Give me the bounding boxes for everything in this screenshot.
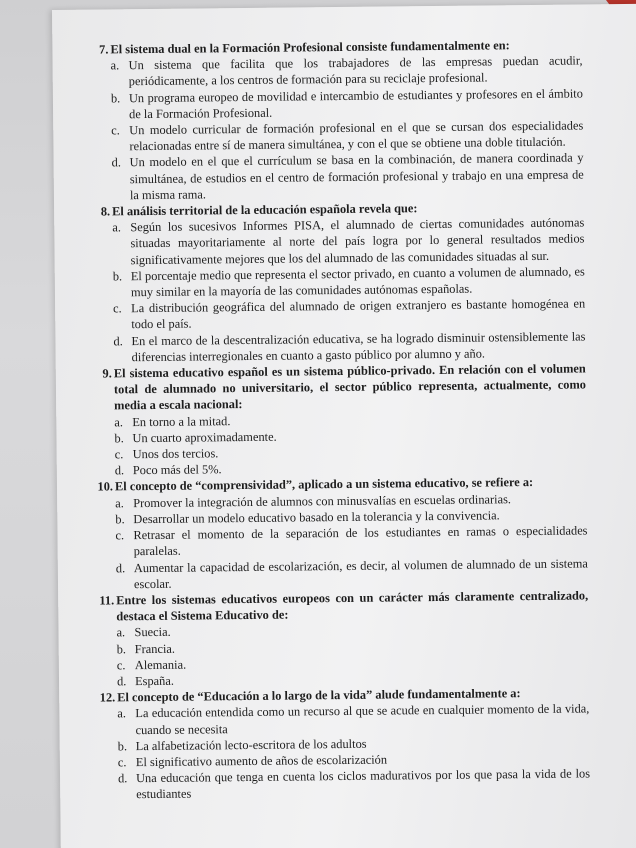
answer-options <box>116 620 589 690</box>
exam-page <box>52 4 636 848</box>
answer-options <box>117 701 590 803</box>
option-letter: a. <box>112 220 121 235</box>
option-text: Desarrollar un modelo educativo basado en la tolerancia y la convivencia. <box>133 508 500 527</box>
option-letter: d. <box>117 771 128 786</box>
option-letter: a. <box>117 706 127 721</box>
option-text: Una educación que tenga en cuenta los ciclos madurativos por los que pasa la vida de los estudiantes <box>135 766 591 802</box>
answer-option <box>113 328 585 365</box>
question-stem: El sistema educativo español es un sistema público-privado. En relación con el volumen total de alumnado no universitario, el sector público representa, actualmente, como media a escala nacional: <box>113 361 587 413</box>
option-letter: b. <box>114 431 124 446</box>
option-letter: d. <box>113 333 123 349</box>
question-stem: El concepto de “comprensividad”, aplicado a un sistema educativo, se refiere a: <box>114 475 534 494</box>
question-stem: El sistema dual en la Formación Profesional consiste fundamentalmente en: <box>110 38 510 57</box>
option-text: Un cuarto aproximadamente. <box>132 429 277 446</box>
option-text: Retrasar el momento de la separación de los estudiantes en ramas o especialidades paralelas. <box>133 523 588 559</box>
answer-option <box>118 766 590 803</box>
option-text: Un modelo en el que el currículum se basa en la combinación, de manera coordinada y simultánea, de estudios en el centro de formación profesional y trabajo en una empresa de la misma rama. <box>129 150 584 203</box>
option-letter: a. <box>110 58 120 73</box>
option-text: Un programa europeo de movilidad e intercambio de estudiantes y profesores en el ámbito de la Formación Profesional. <box>128 86 583 122</box>
question-9 <box>86 360 587 479</box>
question-stem: El análisis territorial de la educación española revela que: <box>112 201 418 219</box>
question-11 <box>88 587 589 689</box>
option-letter: d. <box>114 463 125 478</box>
answer-options <box>115 490 588 592</box>
option-letter: c. <box>114 447 124 462</box>
option-letter: a. <box>116 625 126 640</box>
answer-option <box>115 523 587 560</box>
answer-option <box>113 263 585 300</box>
option-text: El porcentaje medio que representa el sector privado, en cuanto a volumen de alumnado, es muy similar en la mayoría de las comunidades autónomas españolas. <box>130 264 585 300</box>
option-letter: c. <box>113 301 122 316</box>
option-text: Un sistema que facilita que los trabajadores de las empresas puedan acudir, periódicamente, a los centros de formación para su reciclaje profesional. <box>128 53 583 89</box>
option-letter: c. <box>116 657 126 673</box>
option-text: En torno a la mitad. <box>132 413 231 429</box>
question-stem: Entre los sistemas educativos europeos con un carácter más claramente centralizado, destaca el Sistema Educativo de: <box>116 588 589 624</box>
option-letter: b. <box>110 90 121 105</box>
question-number: 9. <box>102 366 112 381</box>
option-text: Según los sucesivos Informes PISA, el alumnado de ciertas comunidades autónomas situadas mayoritariamente al norte del país logra por lo general resultados medios significativamente mejores que los del alumnado de las comunidades situadas al sur. <box>130 215 585 267</box>
option-letter: d. <box>116 674 127 689</box>
option-letter: c. <box>117 755 127 770</box>
option-text: La distribución geográfica del alumnado de origen extranjero es bastante homogénea en todo el país. <box>131 296 586 332</box>
question-number: 10. <box>97 479 114 495</box>
option-text: La educación entendida como un recurso al que se acude en cualquier momento de la vida, cuando se necesita <box>135 701 590 737</box>
option-text: Poco más del 5%. <box>132 462 222 478</box>
option-text: Un modelo curricular de formación profesional en el que se cursan dos especialidades relacionadas entre sí de manera simultánea, y con el que se obtiene una doble titulación. <box>129 118 584 154</box>
answer-option <box>111 117 583 154</box>
option-text: España. <box>134 673 174 689</box>
option-letter: d. <box>111 155 121 170</box>
question-list <box>82 36 590 803</box>
question-stem: El concepto de “Educación a lo largo de la vida” alude fundamentalmente a: <box>117 686 521 705</box>
question-7 <box>82 36 584 203</box>
answer-options <box>111 53 585 204</box>
question-number: 8. <box>100 204 111 219</box>
question-10 <box>87 474 588 593</box>
option-letter: b. <box>116 641 127 656</box>
option-text: Promover la integración de alumnos con minusvalías en escuelas ordinarias. <box>133 491 512 510</box>
option-text: El significativo aumento de años de escolarización <box>135 752 388 770</box>
option-text: Francia. <box>134 641 176 656</box>
answer-options <box>112 215 586 366</box>
answer-option <box>113 296 585 333</box>
answer-options <box>114 409 587 479</box>
option-text: Aumentar la capacidad de escolarización, es decir, al volumen de alumnado de un sistema escolar. <box>133 555 588 591</box>
answer-option <box>112 215 584 269</box>
option-letter: d. <box>115 560 126 575</box>
option-text: La alfabetización lecto-escritora de los adultos <box>135 736 367 753</box>
answer-option <box>111 85 583 122</box>
option-letter: c. <box>115 528 125 543</box>
question-number: 12. <box>99 690 116 705</box>
option-letter: c. <box>111 123 120 138</box>
question-number: 11. <box>99 593 115 608</box>
question-12 <box>89 685 590 804</box>
option-letter: a. <box>114 414 124 430</box>
option-letter: b. <box>117 738 128 754</box>
option-letter: a. <box>115 495 124 511</box>
answer-option <box>111 53 583 90</box>
answer-option <box>116 555 588 592</box>
answer-option <box>117 701 589 738</box>
question-8 <box>84 198 586 365</box>
option-text: Alemania. <box>134 657 187 672</box>
option-text: Unos dos tercios. <box>132 446 219 462</box>
option-text: Suecia. <box>134 625 171 640</box>
answer-option <box>112 150 584 204</box>
option-letter: b. <box>112 269 123 284</box>
option-text: En el marco de la descentralización educativa, se ha logrado disminuir ostensiblemente las diferencias interregionales en cuanto a gasto público por alumno y año. <box>131 329 586 365</box>
option-letter: b. <box>115 512 125 527</box>
question-number: 7. <box>99 42 109 57</box>
